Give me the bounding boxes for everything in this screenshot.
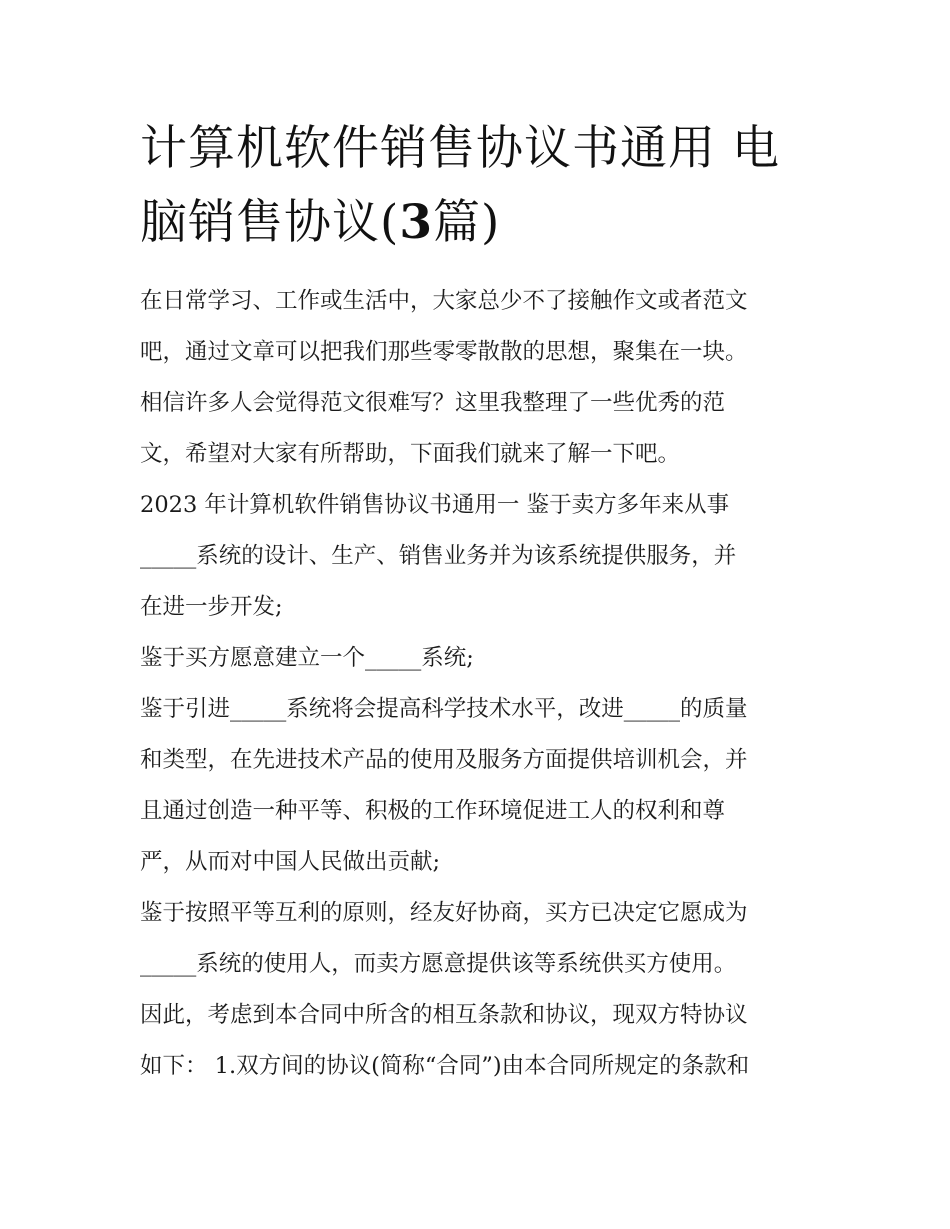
- body-line: 鉴于按照平等互利的原则，经友好协商，买方已决定它愿成为: [140, 900, 748, 926]
- body-line: 鉴于买方愿意建立一个_____系统;: [140, 645, 474, 671]
- body-line: 严，从而对中国人民做出贡献;: [140, 849, 441, 875]
- title-line-1: 计算机软件销售协议书通用 电: [140, 121, 780, 176]
- title-line-2-text-a: 脑销售协议(: [140, 195, 400, 250]
- body-line: 鉴于引进_____系统将会提高科学技术水平，改进_____的质量: [140, 696, 748, 722]
- body-line: 相信许多人会觉得范文很难写？这里我整理了一些优秀的范: [140, 390, 726, 416]
- document-title: [140, 112, 820, 260]
- document-body: [140, 276, 820, 1092]
- body-line: 在日常学习、工作或生活中，大家总少不了接触作文或者范文: [140, 288, 748, 314]
- body-line: 和类型，在先进技术产品的使用及服务方面提供培训机会，并: [140, 747, 748, 773]
- body-line: 如下： 1.双方间的协议(简称“合同”)由本合同所规定的条款和: [140, 1053, 750, 1079]
- body-line: 吧，通过文章可以把我们那些零零散散的思想，聚集在一块。: [140, 339, 748, 365]
- title-line-2-text-b: 篇): [433, 195, 501, 250]
- body-line: _____系统的使用人，而卖方愿意提供该等系统供买方使用。: [140, 951, 737, 977]
- body-line: 因此，考虑到本合同中所含的相互条款和协议，现双方特协议: [140, 1002, 748, 1028]
- body-line: _____系统的设计、生产、销售业务并为该系统提供服务，并: [140, 543, 737, 569]
- body-line: 2023 年计算机软件销售协议书通用一 鉴于卖方多年来从事: [140, 492, 730, 518]
- body-line: 且通过创造一种平等、积极的工作环境促进工人的权利和尊: [140, 798, 726, 824]
- title-line-2: [140, 186, 820, 260]
- body-line: 在进一步开发;: [140, 594, 283, 620]
- title-count: 3: [399, 195, 434, 250]
- body-line: 文，希望对大家有所帮助，下面我们就来了解一下吧。: [140, 441, 681, 467]
